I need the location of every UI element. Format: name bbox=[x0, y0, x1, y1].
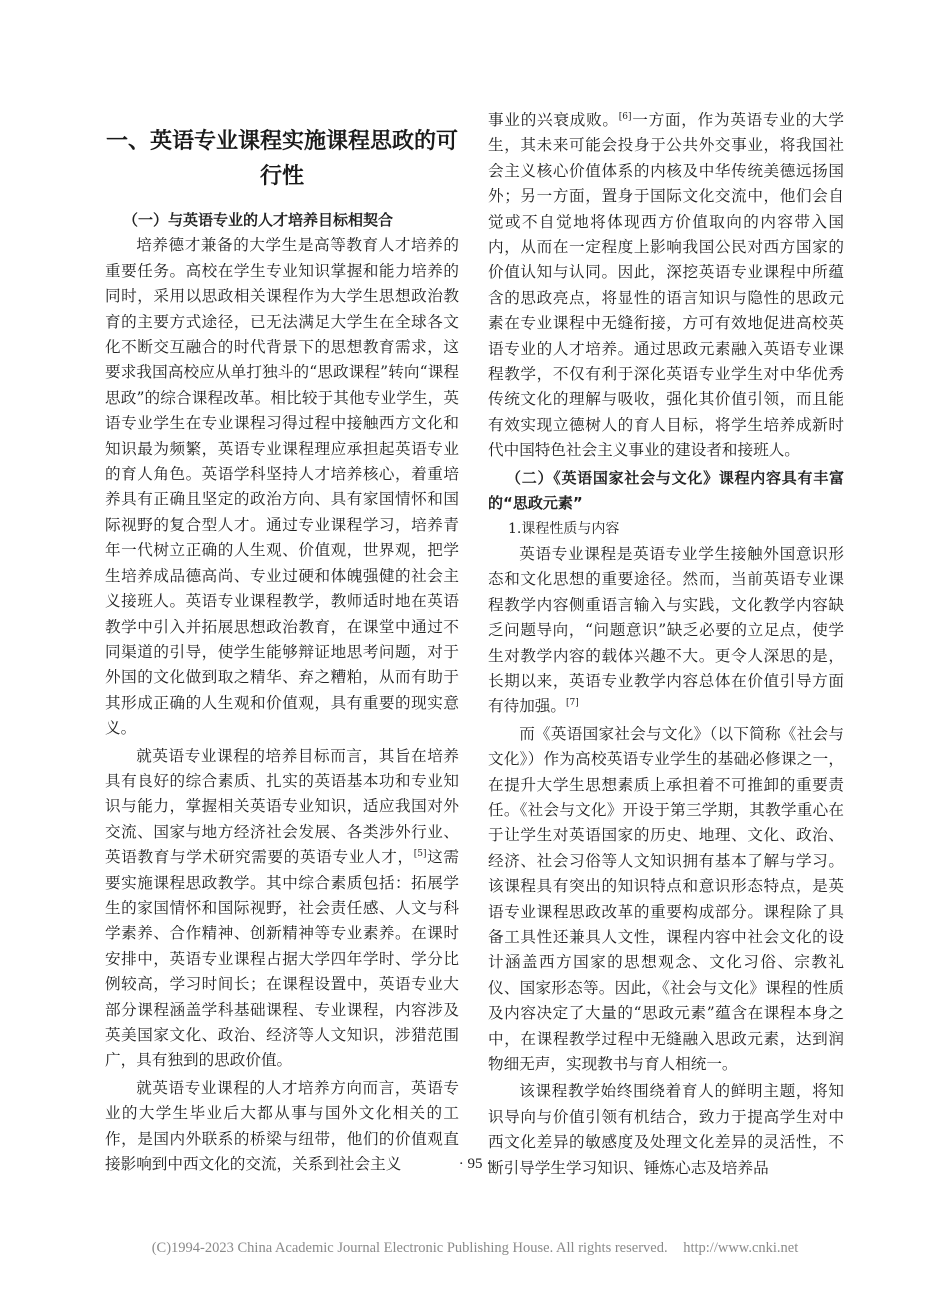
citation-ref: [5] bbox=[413, 848, 427, 859]
paragraph-text: 培养德才兼备的大学生是高等教育人才培养的重要任务。高校在学生专业知识掌握和能力培养的同时，采用以思政相关课程作为大学生思想政治教育的主要方式途径，已无法满足大学生在全球各文化不断交互融合的时代背景下的思想教育需求，这要求我国高校应从单打独斗的“思政课程”转向“课程思政”的综合课程改革。相比较于其他专业学生，英语专业学生在专业课程习得过程中接触西方文化和知识最为频繁，英语专业课程理应承担起英语专业的育人角色。英语学科坚持人才培养核心，着重培养具有正确且坚定的政治方向、具有家国情怀和国际视野的复合型人才。通过专业课程学习，培养青年一代树立正确的人生观、价值观，世界观，把学生培养成品德高尚、专业过硬和体魄强健的社会主义接班人。英语专业课程教学，教师适时地在英语教学中引入并拓展思想政治教育，在课堂中通过不同渠道的引导，使学生能够辩证地思考问题，对于外国的文化做到取之精华、弃之糟粕，从而有助于其形成正确的人生观和价值观，具有重要的现实意义。 bbox=[105, 236, 459, 738]
paragraph-text: 而《英语国家社会与文化》（以下简称《社会与文化》）作为高校英语专业学生的基础必修课之一，在提升大学生思想素质上承担着不可推卸的重要责任。《社会与文化》开设于第三学期，其教学重心在于让学生对英语国家的历史、地理、文化、政治、经济、社会习俗等人文知识拥有基本了解与学习。该课程具有突出的知识特点和意识形态特点，是英语专业课程思政改革的重要构成部分。课程除了具备工具性还兼具人文性，课程内容中社会文化的设计涵盖西方国家的思想观念、文化习俗、宗教礼仪、国家形态等。因此，《社会与文化》课程的性质及内容决定了大量的“思政元素”蕴含在课程本身之中，在课程教学过程中无缝融入思政元素，达到润物细无声，实现教书与育人相统一。 bbox=[488, 724, 844, 1074]
footer-url: http://www.cnki.net bbox=[683, 1240, 799, 1256]
body-paragraph bbox=[488, 722, 844, 1078]
paragraph-text: 该课程教学始终围绕着育人的鲜明主题，将知识导向与价值引领有机结合，致力于提高学生对中西文化差异的敏感度及处理文化差异的灵活性，不断引导学生学习知识、锤炼心志及培养品 bbox=[488, 1082, 844, 1177]
paragraph-text: 这需要实施课程思政教学。其中综合素质包括：拓展学生的家国情怀和国际视野，社会责任感、人文与科学素养、合作精神、创新精神等专业素养。在课时安排中，英语专业课程占据大学四年学时、学分比例较高，学习时间长；在课程设置中，英语专业大部分课程涵盖学科基础课程、专业课程，内容涉及英美国家文化、政治、经济等人文知识，涉猎范围广，具有独到的思政价值。 bbox=[105, 848, 459, 1070]
body-paragraph bbox=[488, 542, 844, 720]
citation-ref: [7] bbox=[565, 698, 579, 709]
paragraph-text: 英语专业课程是英语专业学生接触外国意识形态和文化思想的重要途径。然而，当前英语专业课程教学内容侧重语言输入与实践，文化教学内容缺乏问题导向，“问题意识”缺乏必要的立足点，使学生对教学内容的载体兴趣不大。更令人深思的是，长期以来，英语专业教学内容总体在价值引导方面有待加强。 bbox=[488, 544, 844, 716]
body-paragraph-continued bbox=[488, 108, 844, 464]
paragraph-text: 就英语专业课程的人才培养方向而言，英语专业的大学生毕业后大都从事与国外文化相关的工作，是国内外联系的桥梁与纽带，他们的价值观直接影响到中西文化的交流，关系到社会主义 bbox=[105, 1078, 459, 1174]
citation-ref: [6] bbox=[618, 111, 632, 122]
subsection-heading-2: （二）《英语国家社会与文化》课程内容具有丰富的“思政元素” bbox=[488, 468, 844, 513]
body-paragraph bbox=[105, 744, 459, 1074]
paragraph-text: 一方面，作为英语专业的大学生，其未来可能会投身于公共外交事业，将我国社会主义核心价值体系的内核及中华传统美德远扬国外；另一方面，置身于国际文化交流中，他们会自觉或不自觉地将体现西方价值取向的内容带入国内，从而在一定程度上影响我国公民对西方国家的价值认知与认同。因此，深挖英语专业课程中所蕴含的思政亮点，将显性的语言知识与隐性的思政元素在专业课程中无缝衔接，方可有效地促进高校英语专业的人才培养。通过思政元素融入英语专业课程教学，不仅有利于深化英语专业学生对中华优秀传统文化的理解与吸收，强化其价值引领，而且能有效实现立德树人的育人目标，将学生培养成新时代中国特色社会主义事业的建设者和接班人。 bbox=[488, 111, 844, 460]
body-paragraph bbox=[105, 233, 459, 741]
copyright-footer bbox=[0, 1240, 950, 1257]
copyright-text: (C)1994-2023 China Academic Journal Electronic Publishing House. All rights reserved. bbox=[151, 1240, 668, 1256]
section-title: 一、英语专业课程实施课程思政的可行性 bbox=[105, 129, 458, 189]
paragraph-text: 就英语专业课程的培养目标而言，其旨在培养具有良好的综合素质、扎实的英语基本功和专业知识与能力，掌握相关英语专业知识，适应我国对外交流、国家与地方经济社会发展、各类涉外行业、英语教育与学术研究需要的英语专业人才， bbox=[105, 746, 459, 867]
minor-heading: 1.课程性质与内容 bbox=[508, 520, 620, 537]
paragraph-text: 事业的兴衰成败。 bbox=[488, 111, 619, 129]
page-number: · 95 · bbox=[458, 1156, 492, 1172]
subsection-heading-1: （一）与英语专业的人才培养目标相契合 bbox=[123, 211, 394, 229]
right-column bbox=[488, 108, 844, 1183]
left-column bbox=[105, 108, 459, 1179]
